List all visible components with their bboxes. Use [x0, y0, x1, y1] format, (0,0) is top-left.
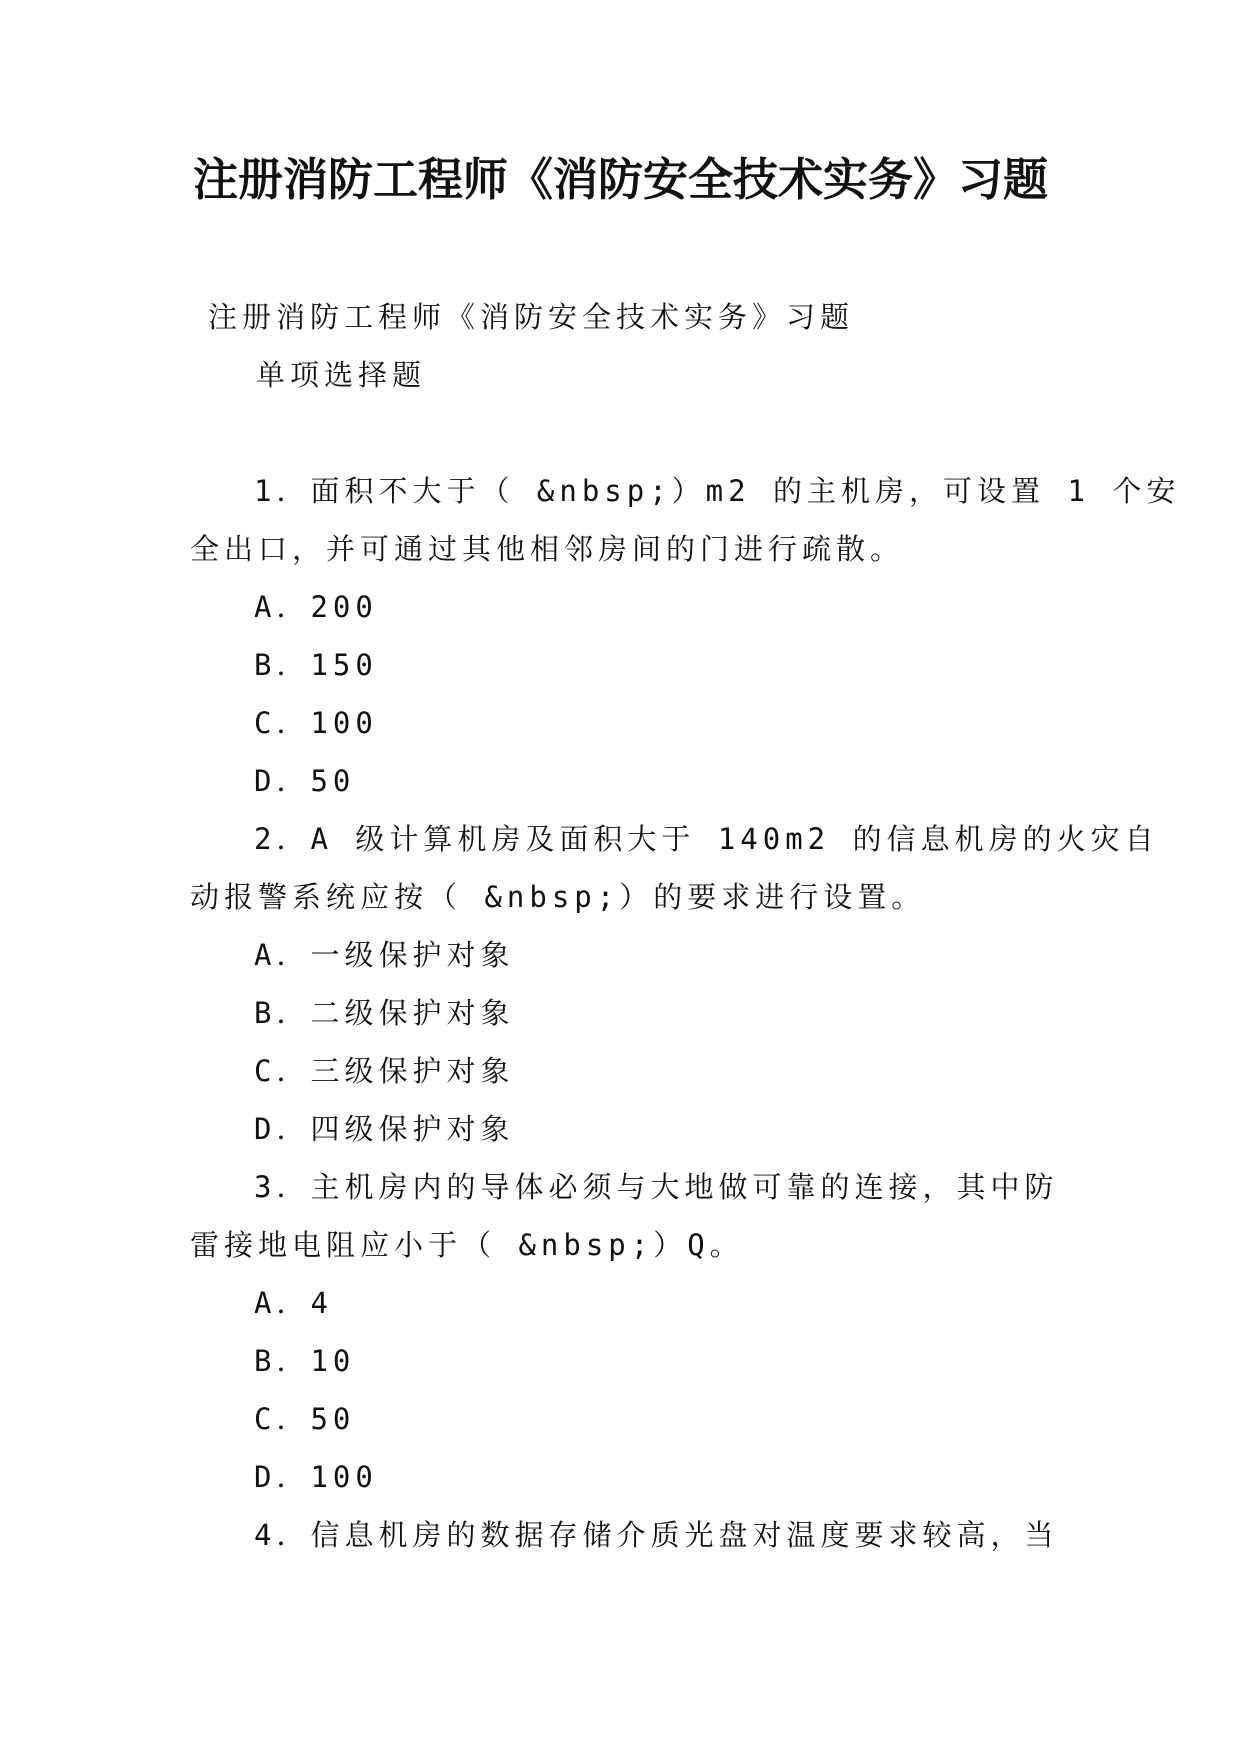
question-1-text-continued: 全出口，并可通过其他相邻房间的门进行疏散。: [190, 532, 905, 566]
question-2-option-b: B．二级保护对象: [254, 996, 515, 1030]
question-2-option-d: D．四级保护对象: [254, 1112, 515, 1146]
question-3-text-continued: 雷接地电阻应小于（ &nbsp;）Q。: [190, 1228, 744, 1262]
question-4-text: 4．信息机房的数据存储介质光盘对温度要求较高，当: [254, 1518, 1059, 1552]
question-1-text: 1．面积不大于（ &nbsp;）m2 的主机房，可设置 1 个安: [254, 474, 1181, 508]
question-2-text: 2．A 级计算机房及面积大于 140m2 的信息机房的火灾自: [254, 822, 1159, 856]
question-1-option-a: A．200: [254, 590, 378, 624]
question-3-option-c: C．50: [254, 1402, 356, 1436]
question-3-option-b: B．10: [254, 1344, 356, 1378]
question-1-option-b: B．150: [254, 648, 378, 682]
question-2-option-c: C．三级保护对象: [254, 1054, 515, 1088]
question-1-option-d: D．50: [254, 764, 356, 798]
question-2-option-a: A．一级保护对象: [254, 938, 515, 972]
question-2-text-continued: 动报警系统应按（ &nbsp;）的要求进行设置。: [190, 880, 926, 914]
document-title: 注册消防工程师《消防安全技术实务》习题: [192, 153, 1048, 206]
question-3-option-a: A．4: [254, 1286, 333, 1320]
question-1-option-c: C．100: [254, 706, 378, 740]
document-subtitle: 注册消防工程师《消防安全技术实务》习题: [208, 300, 855, 334]
document-body: [190, 288, 1181, 1564]
question-3-text: 3．主机房内的导体必须与大地做可靠的连接，其中防: [254, 1170, 1059, 1204]
question-3-option-d: D．100: [254, 1460, 378, 1494]
blank-line: [190, 404, 1052, 462]
section-heading: 单项选择题: [256, 358, 427, 392]
